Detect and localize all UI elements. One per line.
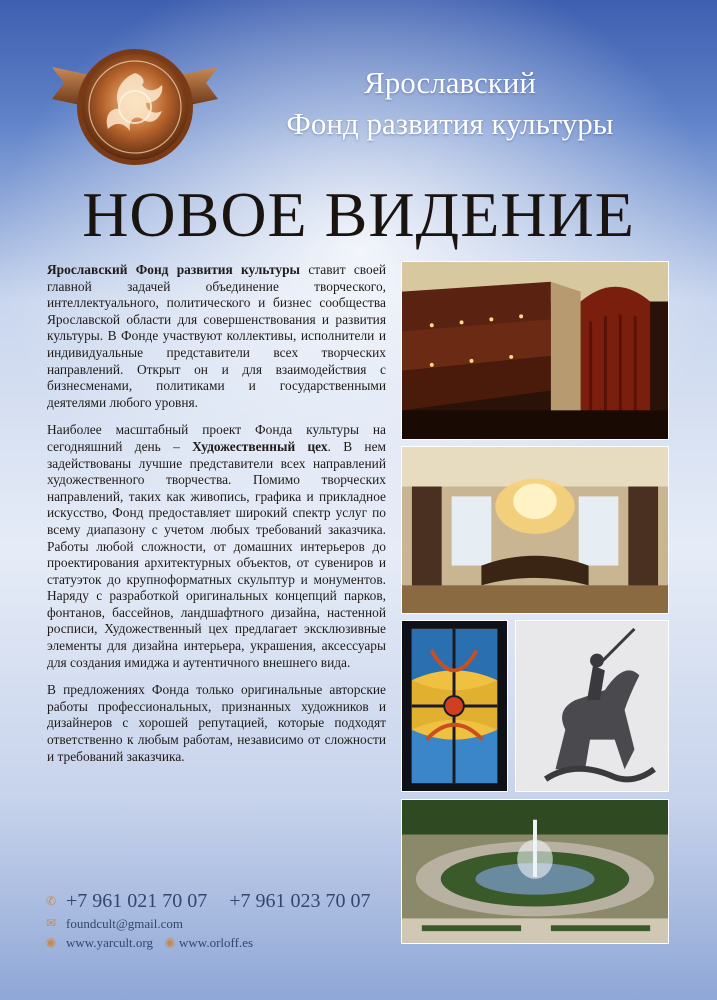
photo-chandelier-hall [401, 446, 669, 614]
website-row [44, 933, 371, 952]
globe-icon: ◉ [45, 935, 57, 949]
paragraph-3: В предложениях Фонда только оригинальные авторские работы профессиональных, признанных художников и дизайнеров с хорошей репутацией, которые подходят ответственно к любым работам, независимо от сложности и требований заказчика. [47, 682, 386, 764]
email-link[interactable]: foundcult@gmail.com [66, 915, 184, 931]
photo-fountain-park [401, 799, 669, 944]
phone-row [44, 888, 371, 914]
website-link-1[interactable]: www.yarcult.org [66, 934, 154, 950]
contacts-block [44, 888, 371, 952]
email-icon: ✉ [45, 916, 57, 930]
org-name-line2: Фонд развития культуры [286, 106, 614, 141]
globe-icon: ◉ [164, 935, 176, 949]
page-title: НОВОЕ ВИДЕНИЕ [82, 179, 635, 250]
org-name-line1: Ярославский [364, 65, 536, 100]
email-row [44, 914, 371, 933]
phone-number-1[interactable]: +7 961 021 70 07 [66, 889, 208, 912]
workshop-name-bold: Художественный цех [192, 438, 328, 454]
body-text [47, 262, 386, 776]
fund-name-bold: Ярославский Фонд развития культуры [47, 262, 301, 277]
photo-stained-glass [401, 620, 508, 792]
fund-logo [50, 45, 220, 170]
paragraph-1: Ярославский Фонд развития культуры ставит своей главной задачей объединение творческого, интеллектуального, политического и бизнес сообщества Ярославской области для совершенствования и развития культуры. В Фонде участвуют коллективы, исполнители и индивидуальные представители всех творческих направлений. Открыт он и для взаимодействия с бизнесменами, политиками и государственными деятелями любого уровня. [47, 262, 386, 410]
photo-equestrian-sculpture [515, 620, 669, 792]
phone-number-2[interactable]: +7 961 023 70 07 [229, 889, 371, 912]
photo-theater-hall [401, 261, 669, 440]
website-link-2[interactable]: www.orloff.es [179, 934, 254, 950]
phone-icon: ✆ [45, 893, 57, 908]
paragraph-2: Наиболее масштабный проект Фонда культуры на сегодняшний день – Художественный цех. В нем задействованы лучшие представители всех направлений художественного творчества. Помимо творческих направлений, таких как живопись, графика и прикладное искусство, Фонд предоставляет широкий спектр услуг по всему диапазону с учетом любых требований заказчика. Работы любой сложности, от домашних интерьеров до проектирования архитектурных объектов, от сувениров и статуэток до крупноформатных скульптур и монументов. Наряду с разработкой оригинальных концепций парков, фонтанов, бассейнов, ландшафтного дизайна, настенной росписи, Художественный цех предлагает эксклюзивные элементы для дизайна интерьера, украшения, аксессуары для создания имиджа и аутентичного внешнего вида. [47, 422, 386, 670]
organization-name [200, 62, 700, 144]
